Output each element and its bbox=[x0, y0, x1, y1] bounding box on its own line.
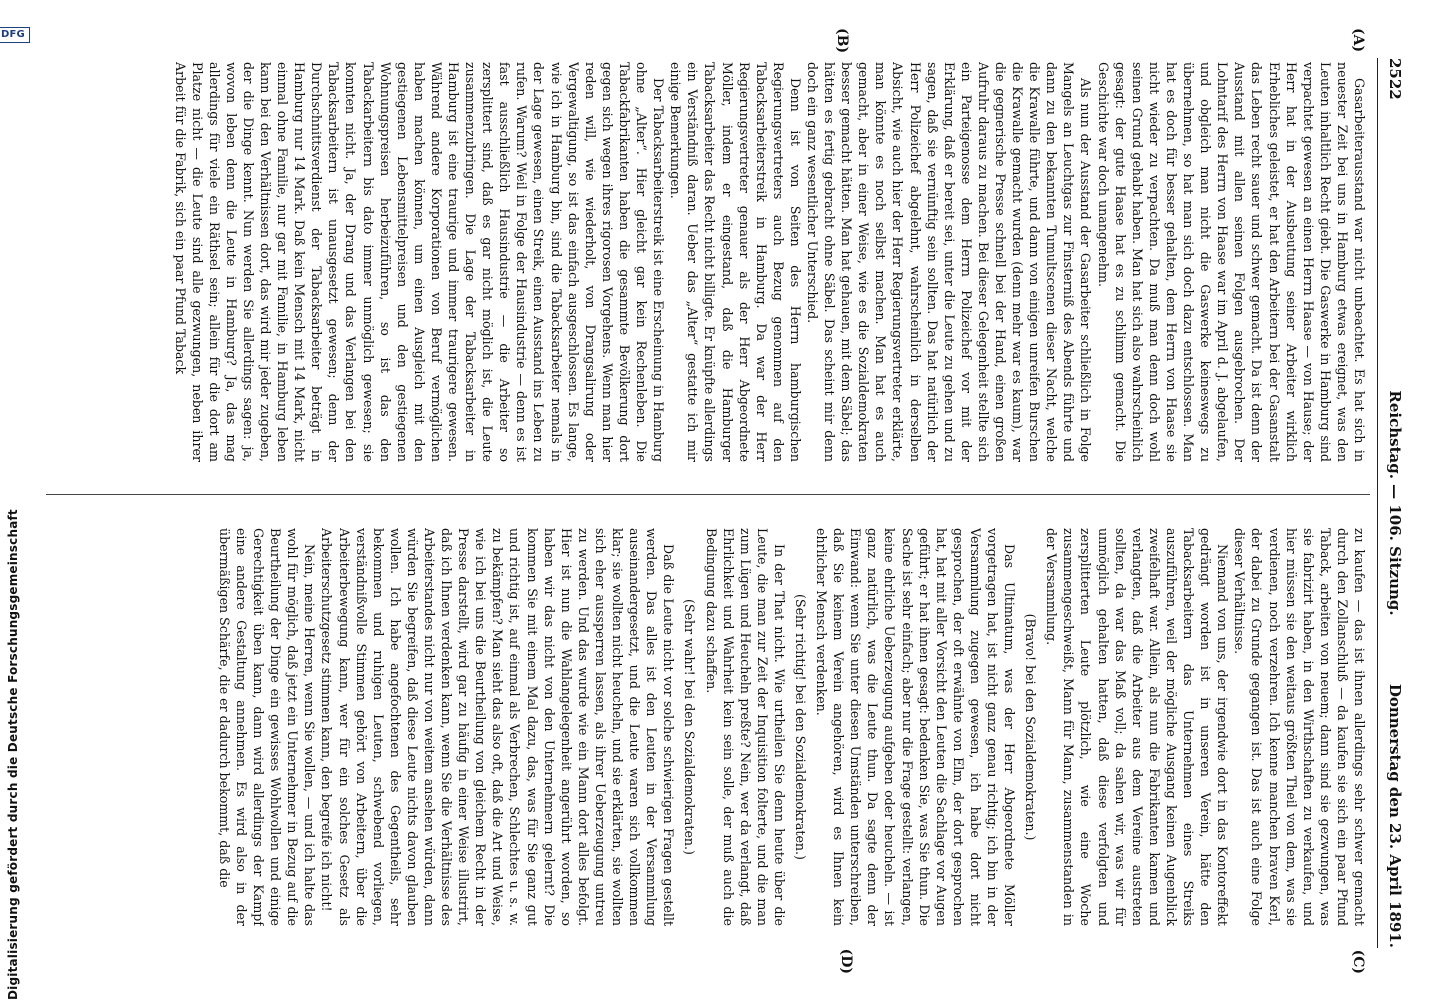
margin-marker-d: (D) bbox=[838, 948, 854, 974]
margin-marker-a: (A) bbox=[1350, 28, 1366, 53]
interjection: (Sehr wahr! bei den Sozialdemokraten.) bbox=[682, 599, 698, 855]
paragraph: zu kaufen — das ist ihnen allerdings sehr schwer gemacht durch den Zollanschluß — da kaufen sie sich ein paar Pfund Taback, arbeiten von neuem; dann sind sie gezwungen, was sie fabrizirt haben, in den Wirthschaften zu verkaufen, und hier müssen sie den weitaus größten Theil von dem, was sie verdienen, noch verzehren. Ich kenne manchen braven Kerl, der dabei zu Grunde gegangen ist. Das ist auch eine Folge dieser Verhältnisse. bbox=[1232, 528, 1367, 926]
left-column bbox=[48, 62, 1368, 462]
interjection: (Sehr richtig! bei den Sozialdemokraten.) bbox=[793, 594, 808, 860]
margin-marker-c: (C) bbox=[1350, 949, 1366, 974]
credit-text: Digitalisierung gefördert durch die Deutsche Forschungsgemeinschaft bbox=[6, 509, 20, 1000]
right-column bbox=[48, 528, 1368, 926]
paragraph: Der Tabacksarbeiterstreik ist eine Erscheinung in Hamburg ohne „Alter“. Hier gleicht gar kein Rechenleben. Die Tabackfabrikanten haben die gesammte Bevölkerung dort gegen sich wegen ihres rigorosen Vorgehens. Wenn man hier reden will, wie wiederholt, von Drangsalirung oder Vergewaltigung, so ist das einfach ausgeschlossen. Es lange, wie ich in Hamburg bin, sind die Tabacksarbeiter nemals in der Lage gewesen, einen Streik, einen Ausstand ins Leben zu rufen. Warum? Weil in Folge der Hausindustrie — denn es ist fast ausschließlich Hausindustrie — die Arbeiter so zersplittert sind, daß es gar nicht möglich ist, die Leute zusammenzubringen. Die Lage der Tabacksarbeiter in Hamburg ist eine traurige und immer traurigere gewesen. Während andere Korporationen von Beruf vermöglichen haben machen können, um einen Ausgleich mit den gestiegenen Lebensmittelpreisen und den gestiegenen Wohnungspreisen herbeizuführen, so ist das den Tabackarbeitern bis dato immer unmöglich gewesen; sie konnten nicht. Ja, der Drang und das Verlangen bei den Tabacksarbeitern ist unausgesetzt gewesen; denn der Durchschnittsverdienst der Tabacksarbeiter beträgt in Hamburg nur 14 Mark. Daß kein Mensch mit 14 Mark, nicht einmal ohne Familie, nur gar mit Familie, in Hamburg leben kann bei den Verhältnissen dort, das wird mir jeder zugeben, der die Dinge kennt. Nun werden Sie allerdings sagen: ja, wovon leben denn die Leute in Hamburg? Ja, das mag allerdings für viele ein Räthsel sein; allein für die dort am Platze nicht — die Leute sind alle gezwungen, neben ihrer Arbeit für die Fabrik, sich ein paar Pfund Taback bbox=[172, 62, 667, 462]
interjection: (Bravo! bei den Sozialdemokraten.) bbox=[1023, 613, 1039, 841]
page-header bbox=[1380, 58, 1404, 948]
paragraph: Nein, meine Herren, wenn Sie wollen, — und ich halte das wohl für möglich, daß jetzt ein Unternehmer in Bezug auf die Beurtheilung der Dinge ein gewisses Wohlwollen und einige Gerechtigkeit üben kann, dann wird allerdings der Kampf eine andere Gestaltung annehmen. Es wird also in der übermäßigen Schärfe, die er dadurch bekommt, daß die bbox=[216, 528, 318, 926]
paragraph: Denn ist von Seiten des Herrn hamburgischen Regierungsvertreters auch Bezug genommen auf den Tabacksarbeiterstreik in Hamburg. Da war der Herr Regierungsvertreter genauer als der Herr Abgeordnete Möller, indem er eingestand, daß die Hamburger Tabacksarbeiter das Recht nicht billigte. Er knüpfte allerdings ein Verständniß daran. Ueber das „Alter“ gestatte ich mir einige Bemerkungen. bbox=[668, 62, 803, 462]
paragraph: Gasarbeiterausstand war nicht unbeachtet. Es hat sich in neuester Zeit bei uns in Hamburg etwas ereignet, was den Leuten inhaltlich Recht giebt. Die Gaswerke in Hamburg sind verpachtet gewesen an einen Herrn Haase — von Hause; der Herr hat in der Ausbeutung seiner Arbeiter wirklich Erhebliches geleistet, er hat den Arbeitern bei der Gasanstalt das Leben recht sauer und schwer gemacht. Da ist denn der Ausstand mit allen seinen Folgen ausgebrochen. Der Lohntarif des Herrn von Haase war im April d. J. abgelaufen, und obgleich man nicht die Gaswerke keineswegs zu übernehmen, so hat man sich doch dazu entschlossen. Man hat es doch für besser gehalten, dem Herrn von Haase sie nicht wieder zu verpachten. Da muß man denn doch wohl seinen Grund gehabt haben. Man hat sich also wahrscheinlich gesagt: der gute Haase hat es zu schlimm gemacht. Die Geschichte war doch unangenehm. bbox=[1095, 62, 1367, 462]
margin-marker-b: (B) bbox=[834, 28, 850, 54]
paragraph: Das Ultimatum, was der Herr Abgeordnete Möller vorgetragen hat, ist nicht ganz genau richtig; ich bin in der Versammlung zugegen gewesen, ich habe dort nicht gesprochen, der oft erwähnte von Elm, der dort gesprochen hat, hat mit aller Vorsicht den Leuten die Sachlage vor Augen geführt; er hat ihnen gesagt: bedenken Sie, was Sie thun. Die Sache ist sehr einfach; aber nur die Frage gestellt: verlangen, keine ehrliche Ueberzeugung aufgeben oder heucheln. — ist ganz natürlich, was die Leute thun. Da sagte denn der Einwand: wenn Sie unter diesen Umständen unterschreiben, daß Sie keinem Verein angehören, wird es Ihnen kein ehrlicher Mensch verdenken. bbox=[814, 528, 1018, 926]
page-number: 2522 bbox=[1386, 58, 1404, 100]
digitization-credit bbox=[2, 10, 24, 1000]
paragraph: Daß die Leute nicht vor solche schwierigen Fragen gestellt werden. Das alles ist den Leuten in der Versammlung auseinandergesetzt, und die Leute waren sich vollkommen klar; sie wollten nicht heucheln, und sie erklärten, sie wollten sich eher aussperren lassen, als ihrer Ueberzeugung untreu zu werden. Und das wurde wie ein Mann dort alles befolgt. Hier ist nun die Wahlangelegenheit angerührt worden, so haben wir das nicht von den Unternehmern gelernt? Die kommen Sie mit einem Mal dazu, das, was für Sie ganz gut und richtig ist, auf einmal als Verbrechen, Schlechtes u. s. w. zu bekämpfen? Man sieht das also oft, daß die Art und Weise, wie ich bei uns die Beurtheilung von gleichem Recht in der Presse darstellt, wird gar zu häufig in einer Weise illustrirt, daß ich Ihnen verdenken kann, wenn Sie die Verhältnisse des Arbeiterstandes nicht nur von weitem ansehen würden, dann würden Sie begreifen, daß diese Leute nichts davon glauben wollen. Ich habe angefochtenen des Gegentheils, sehr bekommen und ruhigen Leuten, schwebend vorliegen, verständnißvolle Stimmen gehört von Arbeitern, über die Arbeiterbewegung kann, wer für ein solches Gesetz als Arbeiterschutzgesetz stimmen kann, den begreife ich nicht! bbox=[319, 528, 677, 926]
dfg-logo: DFG bbox=[0, 27, 30, 43]
paragraph: Als nun der Ausstand der Gasarbeiter schließlich in Folge Mangels an Leuchtgas zur Finsterniß des Abends führte und dann zu den bekannten Tumultscenen dieser Nacht, welche die Krawalle führte, und dann von einigen unreifen Burschen die Krawalle gemacht wurden (denn mehr war es kaum), war die gegnerische Presse schnell bei der Hand, einen großen Aufruhr daraus zu machen. Bei dieser Gelegenheit stellte sich ein Parteigenosse dem Herrn Polizeichef vor mit der Erklärung, daß er bereit sei, unter die Leute zu gehen und zu sagen, daß sie vernünftig sein sollten. Das hat natürlich der Herr Polizeichef abgelehnt, wahrscheinlich in derselben Absicht, wie auch hier der Herr Regierungsvertreter erklärte, man könnte es noch selbst machen. Man hat es auch gemacht, aber in einer Weise, wie es die Sozialdemokraten besser gemacht hätten. Man hat gehauen, mit dem Säbel; das hätten es fertig gebracht ohne Säbel. Das scheint mir denn doch ein ganz wesentlicher Unterschied. bbox=[805, 62, 1094, 462]
paragraph: Niemand von uns, der irgendwie dort in das Kontoreffekt gedrängt worden ist in unseren Verein, hätte den Tabacksarbeitern das Unternehmen eines Streiks auszuführen, weil der mögliche Ausgang keinen Augenblick zweifelhaft war. Allein, als nun die Fabrikanten kamen und verlangten, daß die Arbeiter aus dem Vereine austreten sollten, da war das Maß voll; da sahen wir, was wir für unmöglich gehalten hatten, daß diese verfolgten und zersplitterten Leute plötzlich, wie eine Woche zusammengeschweißt, Mann für Mann, zusammenstanden in der Versammlung. bbox=[1044, 528, 1231, 926]
session-title: Reichstag. — 106. Sitzung. bbox=[1386, 390, 1404, 616]
header-rule bbox=[1377, 58, 1378, 948]
column-divider bbox=[46, 494, 1370, 495]
paragraph: In der That nicht. Wie urtheilen Sie denn heute über die Leute, die man zur Zeit der Inquisition folterte, und die man zum Lügen und Heucheln preßte? Nein, wer da verlangt, daß Ehrlichkeit und Wahrheit kein sein solle, der muß auch die Bedingung dazu schaffen. bbox=[703, 528, 787, 926]
session-date: Donnerstag den 23. April 1891. bbox=[1386, 683, 1404, 948]
